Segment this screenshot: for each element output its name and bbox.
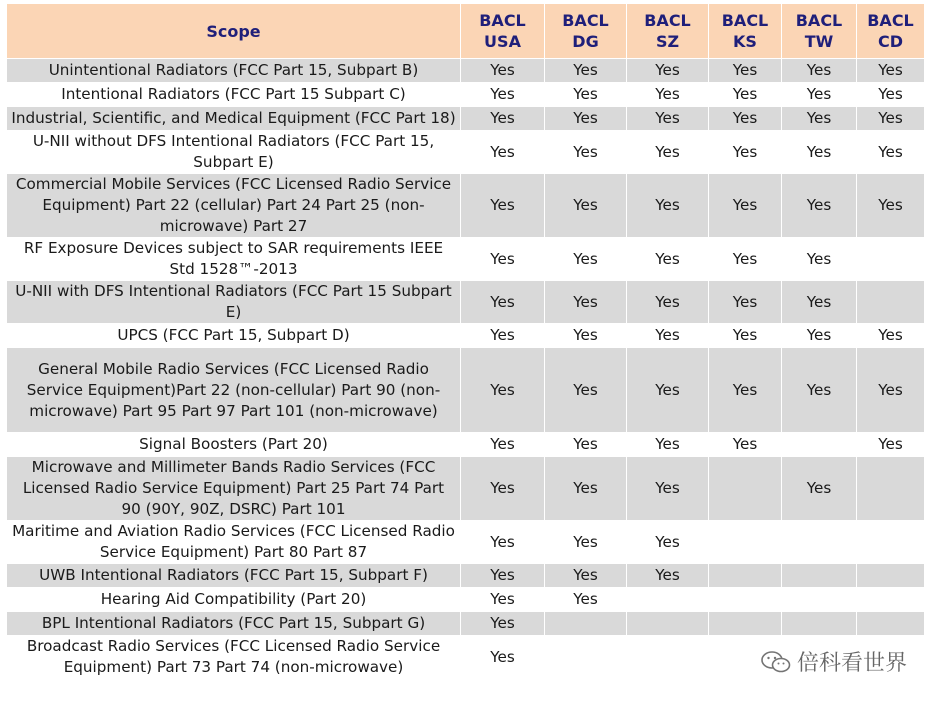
support-cell: Yes [461, 433, 545, 457]
support-cell: Yes [709, 59, 782, 83]
watermark [761, 646, 907, 677]
support-cell [857, 521, 925, 564]
lab-column-header [857, 4, 925, 59]
lab-header-line: SZ [655, 32, 680, 51]
support-cell: Yes [545, 59, 627, 83]
support-cell [545, 636, 627, 679]
support-cell: Yes [857, 83, 925, 107]
table-row [7, 348, 925, 433]
table-row [7, 174, 925, 238]
support-cell: Yes [545, 348, 627, 433]
support-cell: Yes [461, 281, 545, 324]
support-cell: Yes [461, 564, 545, 588]
support-cell: Yes [782, 131, 857, 174]
table-row [7, 83, 925, 107]
support-cell [545, 612, 627, 636]
lab-header-line: BACL [644, 11, 691, 30]
support-cell: Yes [709, 348, 782, 433]
scope-cell: Signal Boosters (Part 20) [7, 433, 461, 457]
table-row [7, 612, 925, 636]
support-cell: Yes [545, 457, 627, 521]
table-row [7, 433, 925, 457]
lab-header-line: BACL [721, 11, 769, 30]
support-cell: Yes [782, 238, 857, 281]
lab-header-line: DG [572, 32, 599, 51]
scope-cell: General Mobile Radio Services (FCC Licensed Radio Service Equipment)Part 22 (non-cellular) Part 90 (non-microwave) Part 95 Part 97 Part 101 (non-microwave) [7, 348, 461, 433]
support-cell: Yes [782, 107, 857, 131]
scope-cell: BPL Intentional Radiators (FCC Part 15, Subpart G) [7, 612, 461, 636]
scope-table [6, 3, 925, 679]
scope-cell: Commercial Mobile Services (FCC Licensed Radio Service Equipment) Part 22 (cellular) Part 24 Part 25 (non-microwave) Part 27 [7, 174, 461, 238]
support-cell: Yes [627, 59, 709, 83]
table-row [7, 131, 925, 174]
support-cell: Yes [461, 636, 545, 679]
scope-cell: Intentional Radiators (FCC Part 15 Subpart C) [7, 83, 461, 107]
support-cell: Yes [545, 564, 627, 588]
support-cell: Yes [857, 174, 925, 238]
table-row [7, 588, 925, 612]
support-cell: Yes [545, 238, 627, 281]
lab-header-line: BACL [562, 11, 609, 30]
support-cell [627, 588, 709, 612]
support-cell [627, 636, 709, 679]
support-cell: Yes [461, 324, 545, 348]
support-cell [782, 588, 857, 612]
scope-cell: Maritime and Aviation Radio Services (FCC Licensed Radio Service Equipment) Part 80 Part 87 [7, 521, 461, 564]
support-cell [857, 281, 925, 324]
support-cell: Yes [709, 281, 782, 324]
support-cell: Yes [461, 131, 545, 174]
table-row [7, 564, 925, 588]
support-cell: Yes [461, 612, 545, 636]
lab-header-line: CD [877, 32, 904, 51]
support-cell: Yes [782, 59, 857, 83]
lab-header-line: KS [733, 32, 757, 51]
support-cell: Yes [627, 131, 709, 174]
support-cell: Yes [461, 107, 545, 131]
watermark-text: 倍科看世界 [796, 651, 907, 676]
scope-cell: Industrial, Scientific, and Medical Equipment (FCC Part 18) [7, 107, 461, 131]
support-cell: Yes [627, 174, 709, 238]
support-cell: Yes [461, 348, 545, 433]
support-cell: Yes [545, 174, 627, 238]
support-cell [782, 521, 857, 564]
support-cell [782, 433, 857, 457]
support-cell: Yes [709, 107, 782, 131]
lab-column-header [461, 4, 545, 59]
support-cell: Yes [545, 521, 627, 564]
support-cell: Yes [709, 433, 782, 457]
scope-cell: Broadcast Radio Services (FCC Licensed Radio Service Equipment) Part 73 Part 74 (non-microwave) [7, 636, 461, 679]
table-row [7, 281, 925, 324]
support-cell [857, 588, 925, 612]
scope-cell: Hearing Aid Compatibility (Part 20) [7, 588, 461, 612]
support-cell: Yes [782, 281, 857, 324]
lab-header-line: TW [804, 32, 834, 51]
lab-header-line: BACL [479, 11, 526, 30]
support-cell: Yes [461, 238, 545, 281]
support-cell: Yes [857, 433, 925, 457]
support-cell: Yes [627, 281, 709, 324]
support-cell: Yes [545, 107, 627, 131]
support-cell [782, 612, 857, 636]
table-body [7, 59, 925, 679]
support-cell [857, 564, 925, 588]
support-cell: Yes [857, 131, 925, 174]
support-cell: Yes [461, 83, 545, 107]
support-cell: Yes [709, 131, 782, 174]
support-cell: Yes [782, 174, 857, 238]
support-cell: Yes [461, 521, 545, 564]
lab-header-line: BACL [795, 11, 843, 30]
support-cell: Yes [627, 324, 709, 348]
scope-cell: U-NII with DFS Intentional Radiators (FCC Part 15 Subpart E) [7, 281, 461, 324]
table-row [7, 107, 925, 131]
lab-column-header [545, 4, 627, 59]
support-cell: Yes [627, 457, 709, 521]
support-cell: Yes [782, 457, 857, 521]
support-cell: Yes [545, 324, 627, 348]
support-cell: Yes [627, 433, 709, 457]
support-cell [709, 457, 782, 521]
support-cell [857, 612, 925, 636]
support-cell: Yes [461, 457, 545, 521]
support-cell: Yes [627, 238, 709, 281]
scope-cell: UPCS (FCC Part 15, Subpart D) [7, 324, 461, 348]
support-cell: Yes [709, 238, 782, 281]
support-cell [857, 238, 925, 281]
support-cell: Yes [545, 281, 627, 324]
support-cell: Yes [709, 324, 782, 348]
support-cell: Yes [545, 433, 627, 457]
table-header-row [7, 4, 925, 59]
support-cell: Yes [782, 348, 857, 433]
scope-cell: RF Exposure Devices subject to SAR requirements IEEE Std 1528™-2013 [7, 238, 461, 281]
lab-column-header [782, 4, 857, 59]
support-cell: Yes [857, 107, 925, 131]
support-cell [627, 612, 709, 636]
table-row [7, 238, 925, 281]
support-cell: Yes [545, 588, 627, 612]
support-cell: Yes [627, 348, 709, 433]
table-row [7, 521, 925, 564]
support-cell: Yes [857, 348, 925, 433]
support-cell [857, 457, 925, 521]
support-cell [709, 521, 782, 564]
support-cell: Yes [545, 131, 627, 174]
support-cell: Yes [782, 83, 857, 107]
support-cell: Yes [782, 324, 857, 348]
support-cell: Yes [461, 174, 545, 238]
scope-cell: Microwave and Millimeter Bands Radio Services (FCC Licensed Radio Service Equipment) Part 25 Part 74 Part 90 (90Y, 90Z, DSRC) Part 101 [7, 457, 461, 521]
support-cell: Yes [627, 564, 709, 588]
scope-cell: U-NII without DFS Intentional Radiators (FCC Part 15, Subpart E) [7, 131, 461, 174]
support-cell [709, 612, 782, 636]
support-cell: Yes [709, 174, 782, 238]
support-cell: Yes [545, 83, 627, 107]
support-cell: Yes [857, 324, 925, 348]
support-cell: Yes [627, 521, 709, 564]
support-cell: Yes [461, 588, 545, 612]
lab-header-line: USA [484, 32, 521, 51]
support-cell: Yes [627, 83, 709, 107]
table-row [7, 59, 925, 83]
table-row [7, 324, 925, 348]
support-cell: Yes [857, 59, 925, 83]
wechat-icon [761, 650, 791, 674]
support-cell: Yes [461, 59, 545, 83]
scope-cell: Unintentional Radiators (FCC Part 15, Subpart B) [7, 59, 461, 83]
support-cell: Yes [627, 107, 709, 131]
scope-cell: UWB Intentional Radiators (FCC Part 15, Subpart F) [7, 564, 461, 588]
support-cell [709, 588, 782, 612]
scope-column-header: Scope [7, 4, 461, 59]
lab-column-header [709, 4, 782, 59]
support-cell [709, 564, 782, 588]
table-row [7, 457, 925, 521]
support-cell [782, 564, 857, 588]
lab-header-line: BACL [867, 11, 914, 30]
lab-column-header [627, 4, 709, 59]
support-cell: Yes [709, 83, 782, 107]
